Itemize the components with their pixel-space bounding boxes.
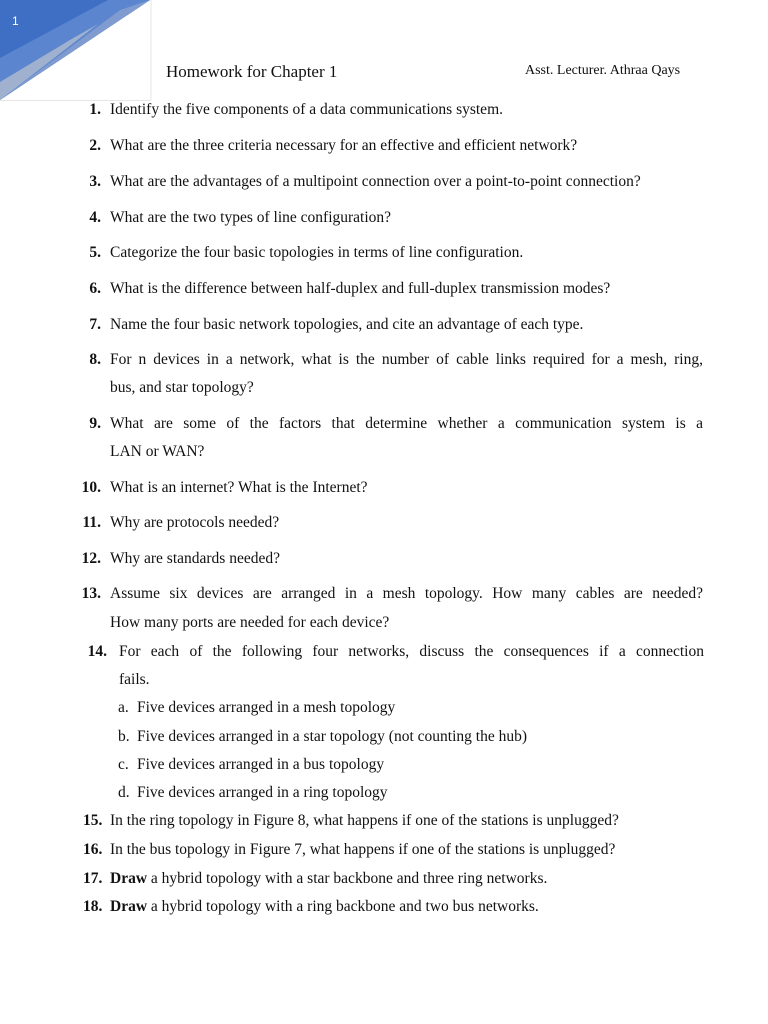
question-number: 4.: [89, 209, 101, 226]
sub-item-letter: c.: [118, 756, 129, 773]
question-text-continued: fails.: [119, 671, 150, 688]
page-number: 1: [12, 14, 19, 28]
question-text: Why are protocols needed?: [110, 514, 280, 531]
question-text: What are the three criteria necessary for an effective and efficient network?: [110, 137, 578, 154]
question-text: What are the advantages of a multipoint connection over a point-to-point connection?: [110, 173, 641, 190]
question-number: 3.: [89, 173, 101, 190]
sub-item-text: Five devices arranged in a bus topology: [137, 756, 385, 773]
question-text: Name the four basic network topologies, and cite an advantage of each type.: [110, 316, 584, 333]
question-text: Assume six devices are arranged in a mesh topology. How many cables are needed?: [110, 585, 703, 602]
question-number: 2.: [89, 137, 101, 154]
question-text: What is the difference between half-duplex and full-duplex transmission modes?: [110, 280, 611, 297]
question-number: 15.: [83, 812, 103, 829]
question-text-wrapper: [110, 898, 539, 916]
question-number: 11.: [82, 514, 101, 531]
question-number: 6.: [89, 280, 101, 297]
question-number: 1.: [89, 101, 101, 118]
question-text: What are the two types of line configuration?: [110, 209, 392, 226]
question-text-continued: LAN or WAN?: [110, 443, 205, 460]
corner-decoration: [0, 0, 152, 102]
sub-item-letter: b.: [118, 728, 130, 745]
question-number: 9.: [89, 415, 101, 432]
question-text: What are some of the factors that determine whether a communication system is a: [110, 415, 703, 432]
question-text: What is an internet? What is the Internet?: [110, 479, 368, 496]
question-text: a hybrid topology with a ring backbone and two bus networks.: [147, 898, 539, 915]
question-number: 18.: [83, 898, 103, 915]
question-text-wrapper: [110, 870, 547, 888]
question-number: 12.: [81, 550, 101, 567]
author-name: Asst. Lecturer. Athraa Qays: [525, 63, 681, 78]
question-text: In the ring topology in Figure 8, what happens if one of the stations is unplugged?: [110, 812, 619, 829]
bold-keyword: Draw: [110, 870, 148, 887]
question-text: Categorize the four basic topologies in terms of line configuration.: [110, 244, 524, 261]
question-text-continued: bus, and star topology?: [110, 379, 254, 396]
question-number: 16.: [83, 841, 103, 858]
sub-item-letter: a.: [118, 699, 129, 716]
sub-item-text: Five devices arranged in a mesh topology: [137, 699, 396, 716]
question-number: 17.: [83, 870, 103, 887]
question-text-continued: How many ports are needed for each device?: [110, 614, 390, 631]
question-text: Identify the five components of a data communications system.: [110, 101, 503, 118]
question-text: For n devices in a network, what is the number of cable links required for a mesh, ring,: [110, 351, 703, 368]
question-number: 5.: [89, 244, 101, 261]
page-title: Homework for Chapter 1: [166, 62, 338, 81]
question-text: For each of the following four networks, discuss the consequences if a connection: [119, 643, 704, 660]
bold-keyword: Draw: [110, 898, 148, 915]
sub-item-letter: d.: [118, 784, 130, 801]
sub-item-text: Five devices arranged in a star topology (not counting the hub): [137, 728, 527, 745]
question-number: 8.: [89, 351, 101, 368]
question-text: In the bus topology in Figure 7, what happens if one of the stations is unplugged?: [110, 841, 616, 858]
question-number: 13.: [81, 585, 101, 602]
question-number: 14.: [87, 643, 107, 660]
sub-item-text: Five devices arranged in a ring topology: [137, 784, 388, 801]
question-text: a hybrid topology with a star backbone and three ring networks.: [147, 870, 548, 887]
question-number: 7.: [89, 316, 101, 333]
question-number: 10.: [81, 479, 101, 496]
question-text: Why are standards needed?: [110, 550, 280, 567]
